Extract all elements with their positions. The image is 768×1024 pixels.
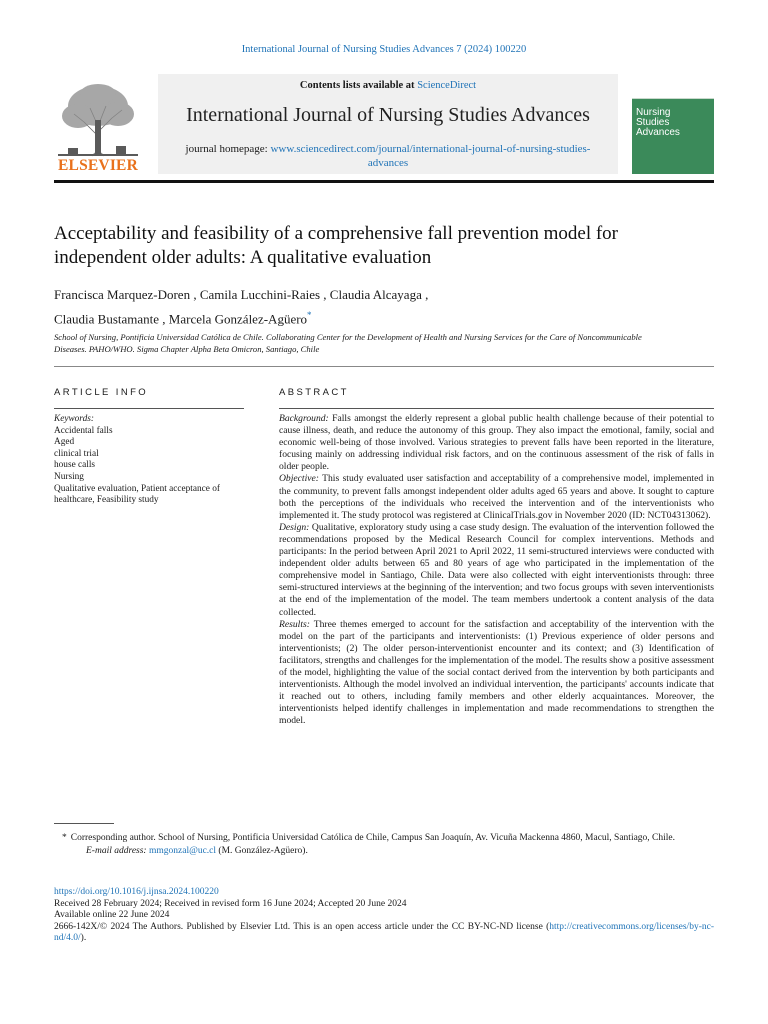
article-info-rule [54,408,244,409]
cover-title-line: Nursing [636,107,671,118]
abstract-objective [279,473,714,521]
cover-top-band [632,74,714,99]
results-text: Three themes emerged to account for the satisfaction and acceptability of the intervention with the model on the part of the participants and interventionists: (1) Previous experience of older persons and interventionists; (2) The older person-interventionist encounter and its context; and (3) Identification of facilitators, strengths and challenges for the implementation of the model. The results show a positive assessment of the model, highlighting the value of the social contact derived from the intervention by both participants and interventionists. Although the model involved an individual intervention, the participants' accounts indicate that it reached out to others, including family members and other elderly acquaintances. Moreover, the interventionists helped identify challenges in implementation and made recommendations to strengthen the model. [279,618,714,727]
design-text: Qualitative, exploratory study using a case study design. The evaluation of the intervention followed the recommendations proposed by the Medical Research Council for complex interventions. Methods and participants: In the period between April 2021 to April 2022, 11 semi-structured interviews were conducted with independent older adults between 65 and 80 years of age who participated in the implementation of the comprehensive model in Santiago, Chile. Data were also collected with eight interventionists through: three semi-structured interviews at the beginning of the intervention; and two focus groups with seven interventionists at the end of the implementation of the model. The team members undertook a content analysis of the data collected. [279,521,714,618]
keyword-item: Nursing [54,471,84,482]
author-affiliation: School of Nursing, Pontificia Universidad Católica de Chile. Collaborating Center for the Development of Health and Nursing Services for the Care of Noncommunicable Diseases. PAHO/WHO. Sigma Chapter Alpha Beta Omicron, Santiago, Chile [54,332,642,354]
elsevier-wordmark: ELSEVIER [58,157,138,174]
keywords-label: Keywords: [54,414,94,424]
abstract-body [279,413,714,727]
objective-label: Objective: [279,473,319,485]
footnote-rule [54,823,114,824]
abstract-design [279,522,714,619]
abstract-heading: ABSTRACT [279,387,349,398]
background-text: Falls amongst the elderly represent a global public health challenge because of their potential to cause illness, death, and reduce the autonomy of this group. They also impact the emotional, family, social and economic well-being of those involved. Various strategies to prevent falls have been reported in the literature, focusing mainly on addressing individual risk factors, and on the continuous assessment of the risk of falls in older people. [279,413,714,473]
author-list [54,285,614,329]
background-label: Background: [279,413,329,424]
license-prefix: 2666-142X/© 2024 The Authors. Published by Elsevier Ltd. This is an open access article under the CC BY-NC-ND license ( [54,921,550,932]
abstract-rule [279,408,714,409]
objective-text: This study evaluated user satisfaction and acceptability of a comprehensive model, implemented in the community, to prevent falls amongst independent older adults aged 65 years and above. It sought to capture both the perceptions of the individuals who received the intervention and of the interventionists who implemented it. The study protocol was registered at ClinicalTrials.gov in November 2020 (ID: NCT04313062). [279,473,714,521]
corresponding-author-footnote [54,832,714,857]
abstract-results [279,619,714,728]
journal-name: International Journal of Nursing Studies Advances [186,104,590,126]
corresponding-text: Corresponding author. School of Nursing, Pontificia Universidad Católica de Chile, Campus San Joaquín, Av. Vicuña Mackenna 4860, Macul, Santiago, Chile. [70,833,676,843]
authors-line-2-text[interactable]: Claudia Bustamante , Marcela González-Agüero [54,311,308,327]
section-divider [54,366,714,367]
keyword-item: Accidental falls [54,425,113,436]
results-label: Results: [279,618,310,630]
cover-title-line: Advances [636,127,680,138]
corresponding-note [54,832,714,845]
homepage-link[interactable]: www.sciencedirect.com/journal/international-journal-of-nursing-studies-advances [270,143,591,169]
homepage-prefix: journal homepage: [185,143,271,155]
article-title: Acceptability and feasibility of a comprehensive fall prevention model for independent older adults: A qualitative evaluation [54,223,618,268]
footnote-mark: * [62,833,67,843]
header-divider [54,180,714,183]
license-suffix: ). [80,933,87,944]
license-link[interactable]: http://creativecommons.org/licenses/by-nc-nd/4.0/ [54,921,714,944]
article-info-heading: ARTICLE INFO [54,387,149,398]
keyword-item: house calls [54,460,96,471]
cover-title [636,108,680,138]
contents-line [158,80,618,91]
corresponding-author-mark[interactable]: * [307,310,312,320]
contents-prefix: Contents lists available at [299,80,418,91]
cover-title-line: Studies [636,117,670,128]
keyword-item: Qualitative evaluation, Patient acceptance of healthcare, Feasibility study [54,483,220,506]
received-dates: Received 28 February 2024; Received in revised form 16 June 2024; Accepted 20 June 2024 [54,898,407,909]
design-label: Design: [279,521,310,533]
authors-line-1[interactable]: Francisca Marquez-Doren , Camila Lucchini-Raies , Claudia Alcayaga , [54,287,429,302]
email-link[interactable]: mmgonzal@uc.cl [148,845,217,856]
doi-link[interactable]: https://doi.org/10.1016/j.ijnsa.2024.100220 [54,887,219,897]
keyword-item: clinical trial [54,448,99,459]
sciencedirect-link[interactable]: ScienceDirect [417,80,477,91]
keyword-item: Aged [54,437,75,448]
abstract-background [279,413,714,473]
authors-line-2[interactable] [54,305,614,329]
keywords-list [54,414,244,507]
journal-cover-thumbnail[interactable] [632,74,714,174]
license-statement [54,922,714,945]
email-suffix: (M. González-Agüero). [216,845,308,856]
journal-homepage [180,142,596,170]
journal-reference[interactable]: International Journal of Nursing Studies Advances 7 (2024) 100220 [241,44,527,55]
available-online: Available online 22 June 2024 [54,910,170,921]
email-label: E-mail address: [86,845,147,856]
publication-info [54,887,714,945]
email-line [54,845,714,858]
